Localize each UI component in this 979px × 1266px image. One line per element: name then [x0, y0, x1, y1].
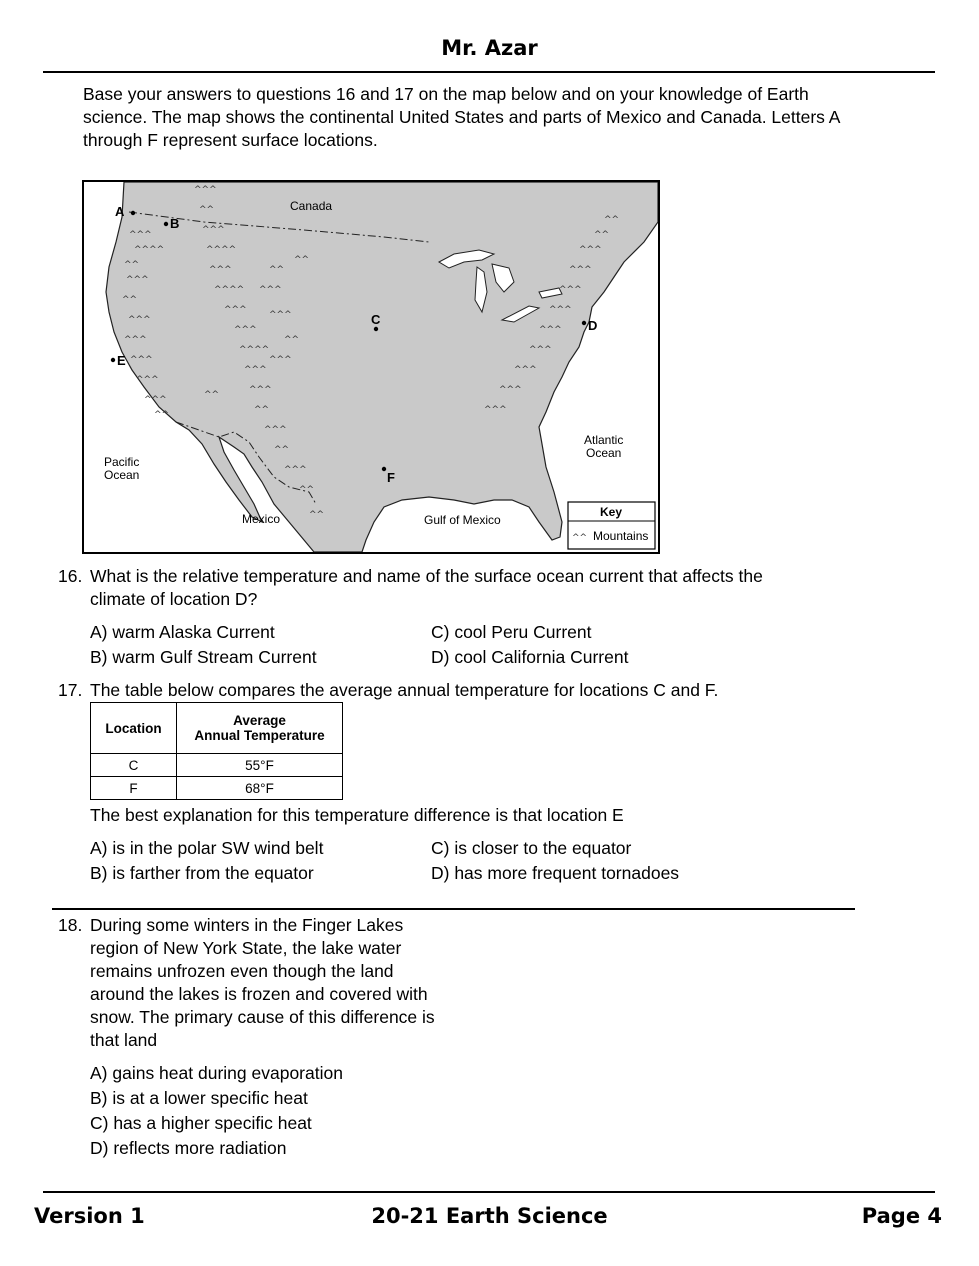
- us-map-svg: [84, 182, 658, 552]
- svg-text:^^^: ^^^: [529, 345, 552, 355]
- svg-text:^^: ^^: [594, 230, 610, 240]
- table-header-location: Location: [91, 703, 177, 754]
- q18-choice-a[interactable]: A) gains heat during evaporation: [90, 1063, 343, 1083]
- svg-text:^^^: ^^^: [144, 395, 167, 405]
- key-title: Key: [600, 505, 623, 519]
- q16-choice-a[interactable]: A) warm Alaska Current: [90, 622, 275, 642]
- table-row: [91, 777, 343, 800]
- question-18-line: During some winters in the Finger Lakes: [90, 915, 404, 935]
- svg-text:^^: ^^: [309, 510, 325, 520]
- location-d-dot: [582, 321, 586, 325]
- table-cell-location: C: [91, 754, 177, 777]
- question-18: [58, 914, 498, 1054]
- table-cell-location: F: [91, 777, 177, 800]
- svg-text:^^: ^^: [299, 485, 315, 495]
- map-key: [568, 502, 655, 549]
- location-f-label: F: [387, 470, 395, 485]
- svg-text:^^: ^^: [124, 260, 140, 270]
- footer-version: Version 1: [34, 1204, 145, 1228]
- q16-choice-d[interactable]: D) cool California Current: [431, 647, 629, 667]
- svg-text:^^: ^^: [294, 255, 310, 265]
- svg-text:^^^^: ^^^^: [206, 245, 237, 255]
- question-16-stem-line2: climate of location D?: [90, 589, 258, 609]
- section-rule: [52, 908, 855, 910]
- svg-text:^^^: ^^^: [264, 425, 287, 435]
- question-17: [58, 679, 858, 702]
- svg-text:^^: ^^: [284, 335, 300, 345]
- table-row: [91, 754, 343, 777]
- svg-text:^^^: ^^^: [244, 365, 267, 375]
- location-f-dot: [382, 467, 386, 471]
- svg-text:^^^: ^^^: [269, 355, 292, 365]
- q17-choice-a[interactable]: A) is in the polar SW wind belt: [90, 838, 324, 858]
- svg-text:^^^: ^^^: [249, 385, 272, 395]
- q18-choice-d[interactable]: D) reflects more radiation: [90, 1138, 287, 1158]
- svg-text:^^^^: ^^^^: [134, 245, 165, 255]
- q17-choice-b[interactable]: B) is farther from the equator: [90, 863, 314, 883]
- location-b-label: B: [170, 216, 180, 231]
- key-mountains-label: Mountains: [593, 529, 649, 543]
- location-c-label: C: [371, 312, 381, 327]
- svg-text:^^^: ^^^: [224, 305, 247, 315]
- question-17-number: 17.: [58, 680, 83, 700]
- intro-paragraph: Base your answers to questions 16 and 17 on the map below and on your knowledge of Earth science. The map shows the continental United States and parts of Mexico and Canada. Letters A through F represent surface locations.: [83, 84, 840, 150]
- question-18-line: region of New York State, the lake water: [90, 938, 402, 958]
- question-16: [58, 565, 858, 611]
- label-atlantic-1: Atlantic: [584, 433, 624, 447]
- header-rule: [43, 71, 935, 73]
- land-mass: [106, 182, 658, 552]
- table-cell-temp: 68°F: [177, 777, 343, 800]
- svg-text:^^: ^^: [199, 205, 215, 215]
- svg-text:^^^: ^^^: [539, 325, 562, 335]
- question-18-line: remains unfrozen even though the land: [90, 961, 394, 981]
- location-a-label: A: [115, 204, 125, 219]
- svg-text:^^^: ^^^: [124, 335, 147, 345]
- mountain-icon: ^^: [572, 533, 588, 543]
- svg-text:^^^: ^^^: [234, 325, 257, 335]
- svg-text:^^^: ^^^: [136, 375, 159, 385]
- footer-rule: [43, 1191, 935, 1193]
- svg-text:^^^: ^^^: [549, 305, 572, 315]
- table-header-average-line2: Annual Temperature: [194, 728, 325, 743]
- svg-text:^^: ^^: [154, 410, 170, 420]
- page-header-title: Mr. Azar: [441, 36, 538, 60]
- svg-text:^^^: ^^^: [126, 275, 149, 285]
- location-a-dot: [131, 211, 135, 215]
- location-e-dot: [111, 358, 115, 362]
- label-gulf: Gulf of Mexico: [424, 513, 501, 527]
- q18-choice-c[interactable]: C) has a higher specific heat: [90, 1113, 312, 1133]
- svg-text:^^^: ^^^: [569, 265, 592, 275]
- svg-text:^^^^: ^^^^: [214, 285, 245, 295]
- svg-text:^^: ^^: [122, 295, 138, 305]
- svg-text:^^: ^^: [274, 445, 290, 455]
- svg-text:^^^^: ^^^^: [239, 345, 270, 355]
- svg-text:^^^: ^^^: [514, 365, 537, 375]
- table-cell-temp: 55°F: [177, 754, 343, 777]
- svg-text:^^^: ^^^: [259, 285, 282, 295]
- label-atlantic-2: Ocean: [586, 446, 622, 460]
- question-18-line: snow. The primary cause of this difference is: [90, 1007, 435, 1027]
- svg-text:^^^: ^^^: [484, 405, 507, 415]
- q16-choice-c[interactable]: C) cool Peru Current: [431, 622, 592, 642]
- footer-page: Page 4: [861, 1204, 942, 1228]
- q17-choice-d[interactable]: D) has more frequent tornadoes: [431, 863, 680, 883]
- svg-text:^^: ^^: [204, 390, 220, 400]
- question-18-line: around the lakes is frozen and covered with: [90, 984, 428, 1004]
- svg-text:^^^: ^^^: [269, 310, 292, 320]
- svg-text:^^: ^^: [254, 405, 270, 415]
- table-header-average: [177, 703, 343, 754]
- svg-text:^^: ^^: [604, 215, 620, 225]
- svg-text:^^^: ^^^: [129, 230, 152, 240]
- question-16-number: 16.: [58, 566, 83, 586]
- svg-text:^^^: ^^^: [209, 265, 232, 275]
- q18-choice-b[interactable]: B) is at a lower specific heat: [90, 1088, 308, 1108]
- svg-text:^^^: ^^^: [194, 185, 217, 195]
- svg-text:^^^: ^^^: [559, 285, 582, 295]
- table-header-average-line1: Average: [233, 713, 286, 728]
- svg-text:^^: ^^: [269, 265, 285, 275]
- q16-choice-b[interactable]: B) warm Gulf Stream Current: [90, 647, 317, 667]
- footer-course: 20-21 Earth Science: [371, 1204, 608, 1228]
- label-mexico: Mexico: [242, 512, 281, 526]
- label-pacific-1: Pacific: [104, 455, 140, 469]
- question-17-followup: The best explanation for this temperature difference is that location E: [90, 805, 624, 825]
- label-canada: Canada: [290, 199, 333, 213]
- question-18-number: 18.: [58, 915, 83, 935]
- question-17-stem: The table below compares the average annual temperature for locations C and F.: [90, 680, 719, 700]
- svg-text:^^^: ^^^: [202, 225, 225, 235]
- location-c-dot: [374, 327, 378, 331]
- svg-text:^^^: ^^^: [499, 385, 522, 395]
- svg-text:^^^: ^^^: [284, 465, 307, 475]
- location-d-label: D: [588, 318, 598, 333]
- temperature-table: [90, 702, 343, 800]
- question-16-stem-line1: What is the relative temperature and name of the surface ocean current that affects the: [90, 566, 763, 586]
- location-b-dot: [164, 222, 168, 226]
- label-pacific-2: Ocean: [104, 468, 140, 482]
- svg-text:^^^: ^^^: [130, 355, 153, 365]
- svg-text:^^^: ^^^: [128, 315, 151, 325]
- location-e-label: E: [117, 353, 126, 368]
- q17-choice-c[interactable]: C) is closer to the equator: [431, 838, 632, 858]
- us-map: [82, 180, 660, 554]
- question-18-line: that land: [90, 1030, 158, 1050]
- svg-text:^^^: ^^^: [579, 245, 602, 255]
